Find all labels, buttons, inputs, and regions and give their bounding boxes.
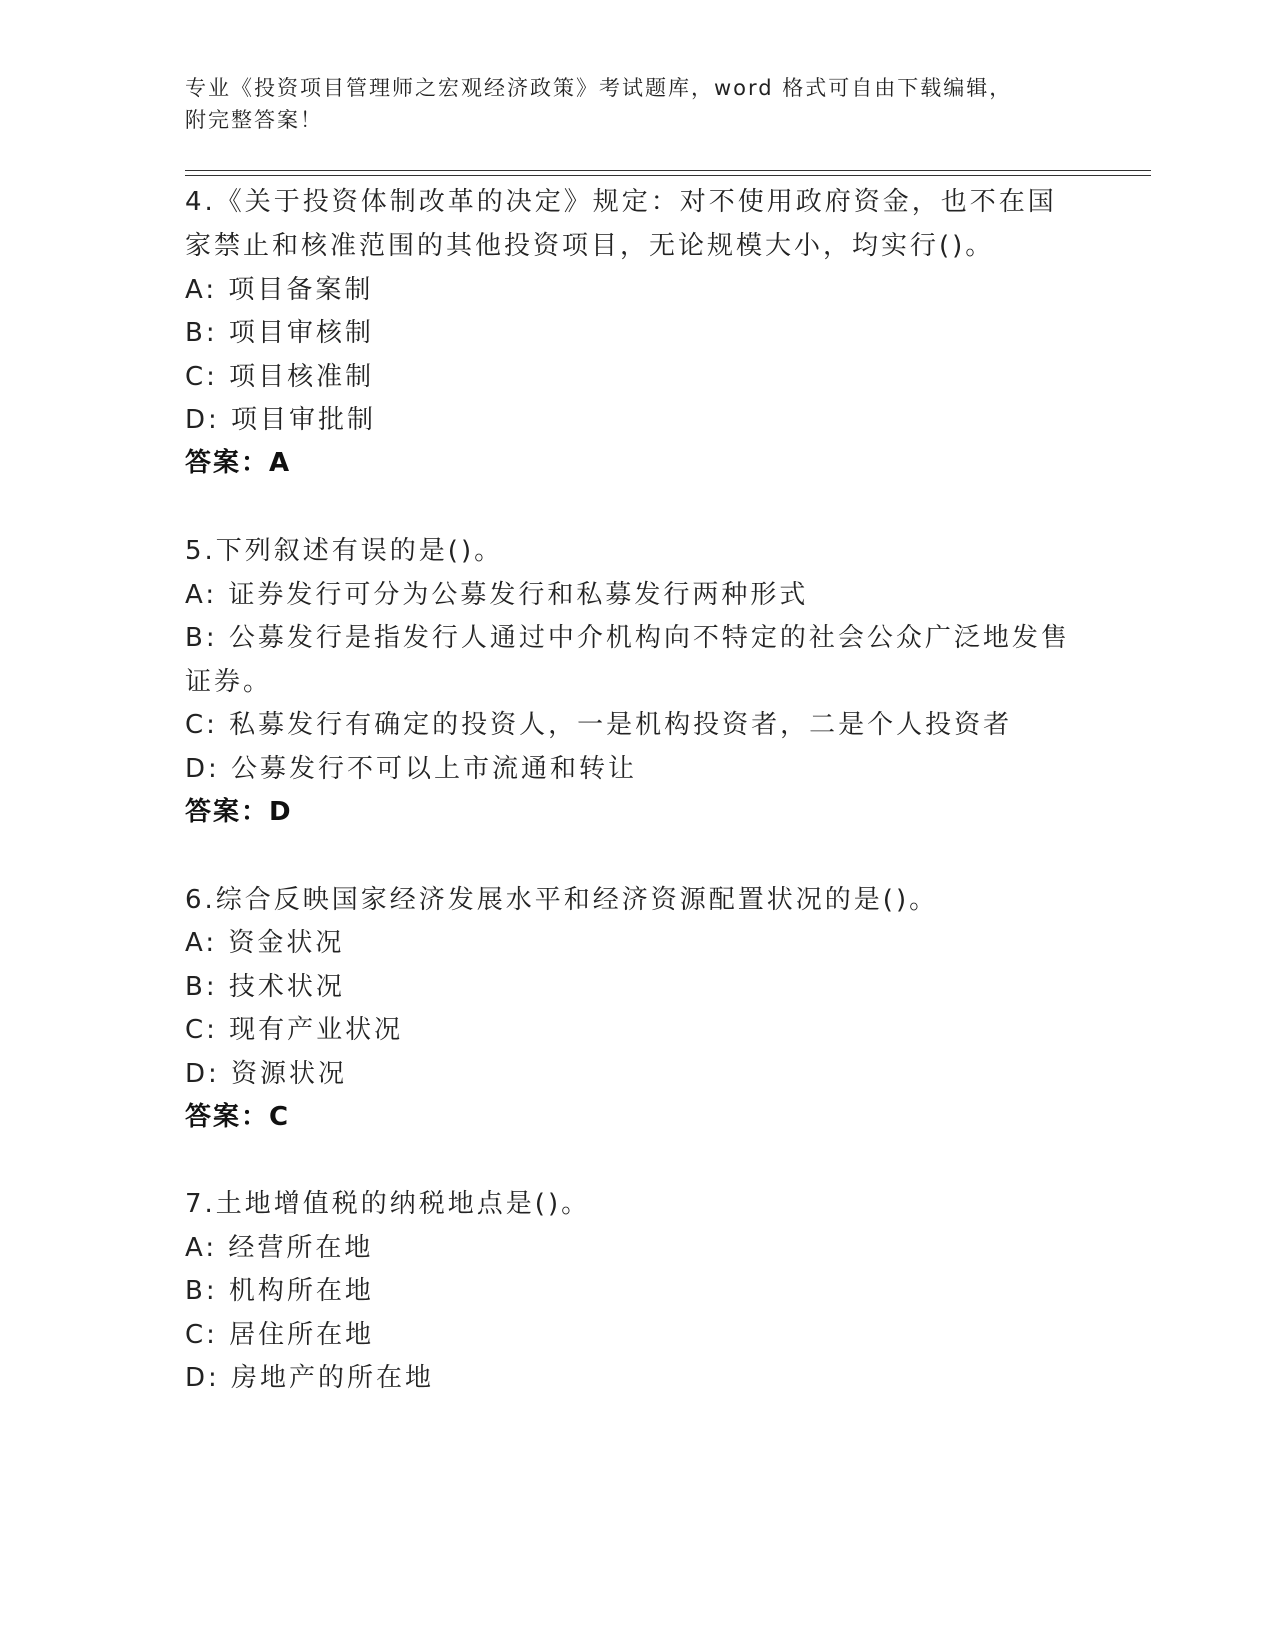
question-6-stem: 6.综合反映国家经济发展水平和经济资源配置状况的是()。	[185, 885, 939, 915]
question-5-answer: 答案：D	[185, 797, 293, 827]
question-5-option-b-line-1: B: 公募发行是指发行人通过中介机构向不特定的社会公众广泛地发售	[185, 623, 1070, 653]
question-4-option-d: D: 项目审批制	[185, 405, 377, 435]
question-7-stem: 7.土地增值税的纳税地点是()。	[185, 1189, 591, 1219]
question-5-option-b-line-2: 证券。	[185, 667, 273, 697]
header-rule-bottom	[185, 175, 1151, 176]
question-6-option-a: A: 资金状况	[185, 928, 345, 958]
header-line-1: 专业《投资项目管理师之宏观经济政策》考试题库，word 格式可自由下载编辑，	[185, 76, 1013, 100]
question-4-option-c: C: 项目核准制	[185, 362, 375, 392]
question-4-stem-line-1: 4.《关于投资体制改革的决定》规定：对不使用政府资金，也不在国	[185, 187, 1057, 217]
question-6-option-b: B: 技术状况	[185, 972, 345, 1002]
question-4-option-b: B: 项目审核制	[185, 318, 374, 348]
question-6-answer: 答案：C	[185, 1102, 291, 1132]
header-rule-top	[185, 170, 1151, 171]
question-5-option-d: D: 公募发行不可以上市流通和转让	[185, 754, 638, 784]
question-6-option-c: C: 现有产业状况	[185, 1015, 404, 1045]
question-6-option-d: D: 资源状况	[185, 1059, 348, 1089]
question-5-stem: 5.下列叙述有误的是()。	[185, 536, 504, 566]
question-7-option-d: D: 房地产的所在地	[185, 1363, 435, 1393]
question-7-option-b: B: 机构所在地	[185, 1276, 374, 1306]
question-5-option-c: C: 私募发行有确定的投资人，一是机构投资者，二是个人投资者	[185, 710, 1013, 740]
question-4-option-a: A: 项目备案制	[185, 275, 374, 305]
question-4-stem-line-2: 家禁止和核准范围的其他投资项目，无论规模大小，均实行()。	[185, 231, 995, 261]
question-7-option-a: A: 经营所在地	[185, 1233, 374, 1263]
header-line-2: 附完整答案！	[185, 108, 323, 132]
question-7-option-c: C: 居住所在地	[185, 1320, 375, 1350]
question-4-answer: 答案：A	[185, 448, 292, 478]
question-5-option-a: A: 证券发行可分为公募发行和私募发行两种形式	[185, 580, 809, 610]
